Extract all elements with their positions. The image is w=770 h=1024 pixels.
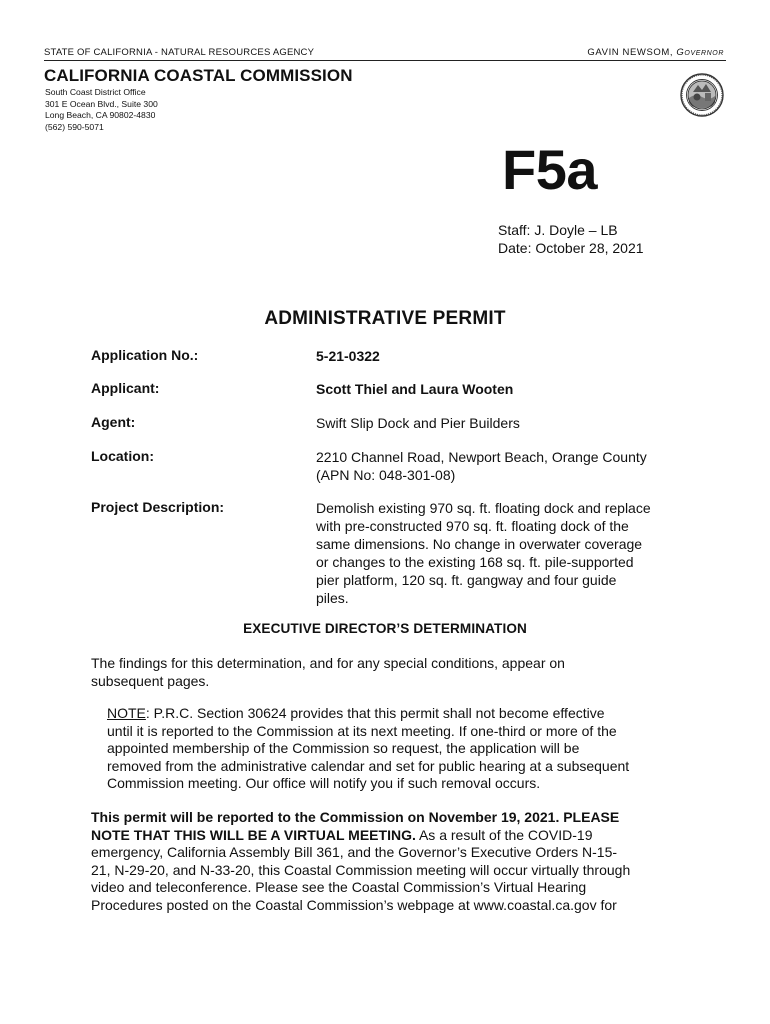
description-line: piles. [316, 590, 349, 606]
report-bold-line: NOTE THAT THIS WILL BE A VIRTUAL MEETING. [91, 826, 416, 843]
note-label: NOTE [107, 705, 146, 721]
governor-line [587, 47, 724, 58]
note-line: until it is reported to the Commission at its next meeting. If one-third or more of the [107, 722, 617, 739]
description-line: with pre-constructed 970 sq. ft. floating dock of the [316, 518, 629, 534]
report-line: As a result of the COVID-19 [415, 826, 593, 843]
agenda-item-code: F5a [502, 138, 597, 201]
location-line: (APN No: 048-301-08) [316, 467, 456, 483]
report-bold-line: This permit will be reported to the Commission on November 19, 2021. PLEASE [91, 809, 620, 825]
applicant-value: Scott Thiel and Laura Wooten [316, 381, 514, 397]
note-line: Commission meeting. Our office will notify you if such removal occurs. [107, 775, 541, 792]
project-description-label: Project Description: [91, 499, 225, 515]
header-rule [44, 60, 726, 61]
report-line: 21, N-29-20, and N-33-20, this Coastal Commission meeting will occur virtually through [91, 861, 631, 878]
project-description-value [316, 499, 688, 607]
description-line: same dimensions. No change in overwater coverage [316, 536, 643, 552]
location-label: Location: [91, 448, 154, 464]
office-line: 301 E Ocean Blvd., Suite 300 [45, 98, 158, 109]
agent-value: Swift Slip Dock and Pier Builders [316, 415, 520, 431]
staff-block [498, 221, 644, 257]
findings-line: The findings for this determination, and for any special conditions, appear on [91, 655, 565, 671]
commission-name: CALIFORNIA COASTAL COMMISSION [44, 66, 353, 85]
governor-title: Governor [676, 47, 724, 58]
application-number-label: Application No.: [91, 347, 199, 363]
note-paragraph [107, 705, 629, 793]
report-paragraph [91, 809, 630, 915]
location-line: 2210 Channel Road, Newport Beach, Orange County [316, 449, 647, 465]
office-line: South Coast District Office [45, 87, 146, 97]
findings-line: subsequent pages. [91, 672, 210, 689]
description-line: pier platform, 120 sq. ft. gangway and four guide [316, 572, 617, 588]
note-line: appointed membership of the Commission so request, the application will be [107, 740, 580, 757]
office-line: (562) 590-5071 [45, 121, 104, 132]
report-line: Procedures posted on the Coastal Commission’s webpage at www.coastal.ca.gov for [91, 896, 617, 913]
application-number-value: 5-21-0322 [316, 348, 380, 364]
office-line: Long Beach, CA 90802-4830 [45, 110, 156, 120]
report-line: emergency, California Assembly Bill 361, and the Governor’s Executive Orders N-15- [91, 844, 618, 861]
office-address [45, 87, 158, 133]
date-line: Date: October 28, 2021 [498, 240, 644, 256]
state-seal-icon [680, 73, 724, 117]
description-line: or changes to the existing 168 sq. ft. pile-supported [316, 554, 634, 570]
staff-line: Staff: J. Doyle – LB [498, 222, 618, 238]
agency-line: STATE OF CALIFORNIA - NATURAL RESOURCES AGENCY [44, 47, 315, 58]
document-title: ADMINISTRATIVE PERMIT [264, 308, 506, 329]
report-line: video and teleconference. Please see the Coastal Commission’s Virtual Hearing [91, 879, 587, 896]
governor-name: GAVIN NEWSOM, [587, 47, 674, 58]
location-value [316, 448, 688, 484]
findings-paragraph [91, 655, 565, 690]
applicant-label: Applicant: [91, 380, 160, 396]
note-line: : P.R.C. Section 30624 provides that this permit shall not become effective [145, 705, 605, 721]
description-line: Demolish existing 970 sq. ft. floating dock and replace [316, 500, 651, 516]
agent-label: Agent: [91, 414, 136, 430]
note-line: removed from the administrative calendar and set for public hearing at a subsequent [107, 757, 630, 774]
determination-heading: EXECUTIVE DIRECTOR’S DETERMINATION [243, 621, 527, 636]
